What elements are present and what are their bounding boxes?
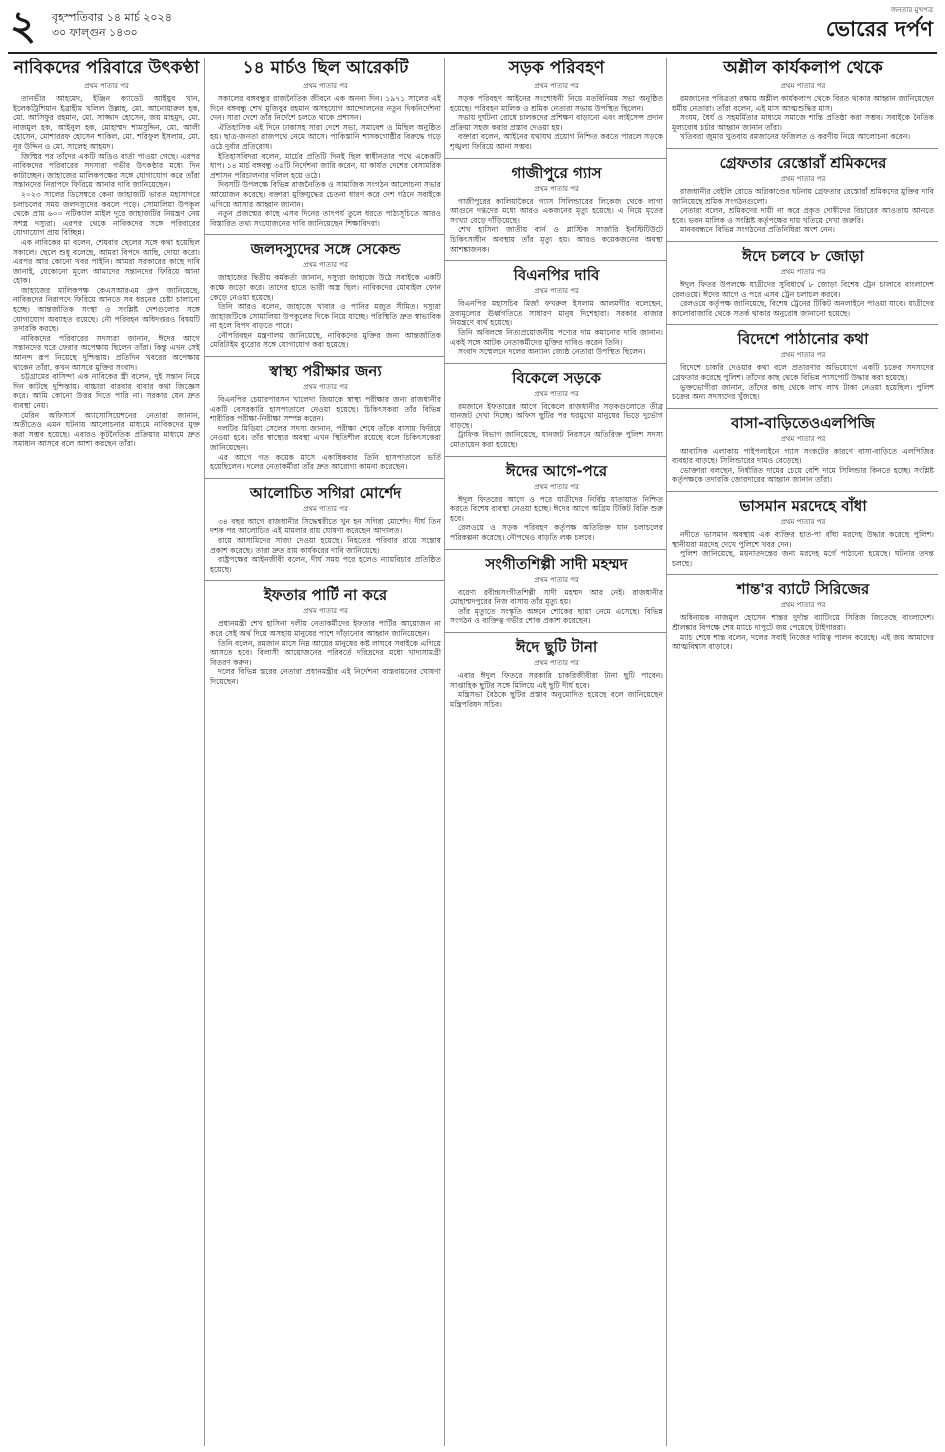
article-paragraph: মানববন্ধনে বিভিন্ন সংগঠনের প্রতিনিধিরা অংশ নেন।	[680, 225, 835, 235]
article	[445, 549, 667, 632]
continued-label: প্রথম পাতার পর	[780, 267, 826, 276]
article	[445, 456, 667, 549]
article-headline[interactable]: গাজীপুরে গ্যাস	[511, 163, 602, 182]
article-paragraph: মেরিন অফিসার্স অ্যাসোসিয়েশনের নেতারা জানান, অতীতেও এমন ঘটনায় আলোচনার মাধ্যমে নাবিকদের মুক্ত করা সম্ভব হয়েছে। এবারও কূটনৈতিক প্রক্রিয়ার মাধ্যমে দ্রুত সমাধান আসবে বলে আশা করছেন তাঁরা।	[13, 410, 200, 449]
article-paragraph: নাবিকদের পরিবারের সদস্যরা জানান, ঈদের আগে সন্তানদের ঘরে ফেরার অপেক্ষায় ছিলেন তাঁরা। কিন্তু এখন সেই আনন্দ রূপ নিয়েছে দুশ্চিন্তায়। প্রতিদিন খবরের অপেক্ষায় থাকেন তাঁরা, কখন আসবে মুক্তির সংবাদ।	[13, 333, 200, 372]
article-headline[interactable]: বিকেলে সড়কে	[512, 368, 601, 387]
article	[445, 363, 667, 456]
continued-label: প্রথম পাতার পর	[534, 184, 579, 193]
article-paragraph: বিএনপির চেয়ারপারসন খালেদা জিয়াকে স্বাস্থ্য পরীক্ষার জন্য রাজধানীর একটি বেসরকারি হাসপাতালে নেওয়া হয়েছে। চিকিৎসকরা তাঁর বিভিন্ন শারীরিক পরীক্ষা-নিরীক্ষা সম্পন্ন করেন।	[210, 395, 441, 424]
article-paragraph: খতিবরা জুমার খুতবায় রমজানের ফজিলত ও করণীয় নিয়ে আলোচনা করেন।	[680, 132, 911, 142]
article-body	[450, 94, 663, 152]
article-body	[672, 280, 934, 318]
article-paragraph: তাঁর মৃত্যুতে সংস্কৃতি অঙ্গনে শোকের ছায়া নেমে এসেছে। বিভিন্ন সংগঠন ও ব্যক্তিত্ব গভীর শোক প্রকাশ করেছেন।	[450, 606, 663, 626]
article	[445, 58, 667, 158]
article	[8, 58, 204, 455]
article-paragraph: দলের বিভিন্ন স্তরের নেতারা প্রধানমন্ত্রীর এই নির্দেশনা বাস্তবায়নের ঘোষণা দিয়েছেন।	[210, 667, 441, 686]
article	[667, 58, 938, 148]
article-body	[450, 495, 663, 543]
article-headline[interactable]: আলোচিত সগিরা মোর্শেদ	[249, 483, 402, 502]
article-body	[672, 94, 934, 142]
continued-label: প্রথম পাতার পর	[534, 82, 579, 90]
article-headline[interactable]: ১৪ মার্চও ছিল আরেকটি	[242, 58, 409, 78]
article-paragraph: শেখ হাসিনা জাতীয় বার্ন ও প্লাস্টিক সার্জারি ইনস্টিটিউটে চিকিৎসাধীন অবস্থায় তাঁর মৃত্যু হয়। আরও কয়েকজনের অবস্থা আশঙ্কাজনক।	[450, 225, 663, 254]
article-paragraph: তানভীর আহমেদ, ইঞ্জিন ক্যাডেট আইয়ুব খান, ইলেকট্রিশিয়ান ইব্রাহীম খলিল উল্লাহ, মো. আনোয়ারুল হক, মো. আসিফুর রহমান, মো. সাজ্জাদ হোসেন, জয় মাহমুদ, মো. নাজমুল হক, আইনুল হক, মোহাম্মদ শামসুদ্দিন, মো. আলী হোসেন, মোশাররফ হোসেন শাকিল, মো. শরিফুল ইসলাম, মো. নূর উদ্দিন ও মো. সালেহ আহমদ।	[13, 94, 200, 151]
article-paragraph: ম্যাচ শেষে শান্ত বলেন, দলের সবাই নিজের দায়িত্ব পালন করেছে। এই জয় আমাদের আত্মবিশ্বাস বাড়াবে।	[672, 632, 934, 652]
article-paragraph: নদীতে ভাসমান অবস্থায় এক ব্যক্তির হাত-পা বাঁধা মরদেহ উদ্ধার করেছে পুলিশ। স্থানীয়রা মরদেহ দেখে পুলিশে খবর দেন।	[672, 530, 934, 549]
article-body	[672, 613, 934, 651]
article	[205, 234, 445, 356]
article-headline[interactable]: নাবিকদের পরিবারে উৎকণ্ঠা	[13, 58, 200, 78]
continued-label: প্রথম পাতার পর	[780, 434, 826, 443]
column-1	[8, 58, 204, 1446]
article-body	[672, 187, 934, 235]
continued-label: প্রথম পাতার পর	[780, 518, 826, 527]
article-paragraph: ২০২৩ সালের ডিসেম্বরে কেনা জাহাজটি ভারত মহাসাগরে চলাচলের সময় জলদস্যুদের কবলে পড়ে। সোমালিয়া উপকূল থেকে প্রায় ৬০০ নটিক্যাল মাইল দূরে জাহাজটির নিয়ন্ত্রণ নেয় সশস্ত্র দস্যুরা। এরপর থেকে নাবিকদের সঙ্গে পরিবারের যোগাযোগ প্রায় বিচ্ছিন্ন।	[13, 189, 200, 238]
article-paragraph: নতুন প্রজন্মের কাছে এসব দিনের তাৎপর্য তুলে ধরতে পাঠ্যসূচিতে আরও বিস্তারিত তথ্য সংযোজনের দাবি জানিয়েছেন শিক্ষাবিদরা।	[210, 209, 441, 228]
date-gregorian: বৃহস্পতিবার ১৪ মার্চ ২০২৪	[52, 11, 172, 24]
article	[667, 491, 938, 574]
article-body	[210, 395, 441, 472]
article-paragraph: ৩৪ বছর আগে রাজধানীর সিদ্ধেশ্বরীতে খুন হন সগিরা মোর্শেদ। দীর্ঘ তিন দশক পর আলোচিত এই মামলার রায় ঘোষণা করেছেন আদালত।	[210, 516, 441, 536]
article-headline[interactable]: ঈদের আগে-পরে	[505, 461, 608, 480]
article-paragraph: মন্ত্রিসভা বৈঠকে ছুটির প্রস্তাব অনুমোদিত হয়েছে বলে জানিয়েছেন মন্ত্রিপরিষদ সচিব।	[450, 690, 663, 709]
article-paragraph: তিনি অবিলম্বে নিত্যপ্রয়োজনীয় পণ্যের দাম কমানোর দাবি জানান। একই সঙ্গে আটক নেতাকর্মীদের মুক্তির দাবিও করেন তিনি।	[450, 327, 663, 347]
continued-label: প্রথম পাতার পর	[534, 287, 579, 296]
article-paragraph: বিদেশে চাকরি দেওয়ার কথা বলে প্রতারণার অভিযোগে একটি চক্রের সদস্যদের গ্রেফতার করেছে পুলিশ। তাঁদের কাছ থেকে বিভিন্ন পাসপোর্ট উদ্ধার করা হয়েছে।	[672, 363, 934, 382]
article-paragraph: রেলওয়ে ও সড়ক পরিবহণ কর্তৃপক্ষ অতিরিক্ত যান চলাচলের পরিকল্পনা করেছে। নৌপথেও বাড়তি লঞ্চ চলবে।	[450, 523, 663, 543]
article-body	[672, 363, 934, 401]
article-headline[interactable]: স্বাস্থ্য পরীক্ষার জন্য	[269, 362, 382, 381]
article-paragraph: ট্রাফিক বিভাগ জানিয়েছে, যানজট নিরসনে অতিরিক্ত পুলিশ সদস্য মোতায়েন করা হয়েছে।	[450, 430, 663, 450]
article-paragraph: সকালের বঙ্গবন্ধুর রাজনৈতিক জীবনে এক অনন্য দিন। ১৯৭১ সালের এই দিনে বঙ্গবন্ধু শেখ মুজিবুর রহমান অসহযোগ আন্দোলনের নতুন দিকনির্দেশনা দেন। সারা দেশে তাঁর নির্দেশে চলতে থাকে প্রশাসন।	[210, 94, 441, 123]
article-headline[interactable]: ঈদে চলবে ৮ জোড়া	[742, 246, 864, 265]
article-paragraph: পুলিশ জানিয়েছে, ময়নাতদন্তের জন্য মরদেহ মর্গে পাঠানো হয়েছে। ঘটনার তদন্ত চলছে।	[672, 549, 934, 568]
article-paragraph: প্রধানমন্ত্রী শেখ হাসিনা দলীয় নেতাকর্মীদের ইফতার পার্টির আয়োজন না করে সেই অর্থ দিয়ে অসহায় মানুষের পাশে দাঁড়ানোর আহ্বান জানিয়েছেন।	[210, 619, 441, 638]
continued-label: প্রথম পাতার পর	[303, 261, 348, 270]
article-body	[13, 94, 200, 449]
article	[205, 580, 445, 692]
article-paragraph: সভায় দুর্ঘটনা রোধে চালকদের প্রশিক্ষণ বাড়ানো এবং লাইসেন্স প্রদান প্রক্রিয়া সহজ করার প্রস্তাব দেওয়া হয়।	[450, 113, 663, 132]
article-paragraph: জাহাজের দ্বিতীয় কর্মকর্তা জানান, দস্যুরা জাহাজে উঠে সবাইকে একটি কক্ষে জড়ো করে। তাদের হাতে ভারী অস্ত্র ছিল। নাবিকদের মোবাইল ফোন কেড়ে নেওয়া হয়েছে।	[210, 273, 441, 302]
article-headline[interactable]: বিদেশে পাঠানোর কথা	[737, 330, 869, 349]
article-paragraph: রেলওয়ে কর্তৃপক্ষ জানিয়েছে, বিশেষ ট্রেনের টিকিট অনলাইনে পাওয়া যাবে। যাত্রীদের কালোবাজারি থেকে সতর্ক থাকার অনুরোধ জানানো হয়েছে।	[672, 299, 934, 318]
masthead-rule	[8, 52, 937, 54]
article	[205, 58, 445, 234]
article	[667, 324, 938, 407]
article	[445, 632, 667, 715]
article-paragraph: গাজীপুরের কালিয়াকৈরে গ্যাস সিলিন্ডারের লিকেজ থেকে লাগা আগুনে দগ্ধদের মধ্যে আরও একজনের মৃত্যু হয়েছে। এ নিয়ে মৃতের সংখ্যা বেড়ে দাঁড়িয়েছে।	[450, 196, 663, 225]
article-headline[interactable]: বিএনপির দাবি	[513, 266, 600, 285]
article	[667, 241, 938, 324]
continued-label: প্রথম পাতার পর	[780, 82, 826, 90]
article	[667, 148, 938, 241]
article-body	[450, 671, 663, 709]
article-body	[210, 273, 441, 350]
article	[205, 478, 445, 581]
article-paragraph: রমজানের পবিত্রতা রক্ষায় অশ্লীল কার্যকলাপ থেকে বিরত থাকার আহ্বান জানিয়েছেন ধর্মীয় নেতারা। তাঁরা বলেন, এই মাস আত্মশুদ্ধির মাস।	[672, 94, 934, 113]
article	[445, 158, 667, 261]
article-body	[210, 619, 441, 686]
article-paragraph: জাহাজের মালিকপক্ষ কেএসআরএম গ্রুপ জানিয়েছে, নাবিকদের নিরাপদে ফিরিয়ে আনতে সব ধরনের চেষ্টা চালানো হচ্ছে। আন্তর্জাতিক সংস্থা ও সংশ্লিষ্ট দেশগুলোর সঙ্গে যোগাযোগ অব্যাহত রয়েছে। নৌ পরিবহন অধিদপ্তরও বিষয়টি তদারকি করছে।	[13, 285, 200, 334]
article-paragraph: ঈদুল ফিতরের আগে ও পরে যাত্রীদের নির্বিঘ্ন যাতায়াত নিশ্চিত করতে বিশেষ ব্যবস্থা নেওয়া হচ্ছে। ঈদের আগে অগ্রিম টিকিট বিক্রি শুরু হবে।	[450, 494, 663, 523]
continued-label: প্রথম পাতার পর	[534, 659, 579, 667]
continued-label: প্রথম পাতার পর	[303, 607, 348, 616]
brand-name: ভোরের দর্পণ	[825, 17, 933, 41]
article	[667, 408, 938, 491]
article	[445, 260, 667, 363]
article-paragraph: দলটির মিডিয়া সেলের সদস্য জানান, পরীক্ষা শেষে তাঁকে বাসায় ফিরিয়ে নেওয়া হবে। তাঁর স্বাস্থ্যের অবস্থা এখন স্থিতিশীল রয়েছে বলে চিকিৎসকেরা জানিয়েছেন।	[210, 423, 441, 453]
article-paragraph: তিনি আরও বলেন, জাহাজে খাবার ও পানির মজুত সীমিত। দস্যুরা জাহাজটিকে সোমালিয়া উপকূলের দিকে নিয়ে যাচ্ছে। পরিস্থিতি দ্রুত স্বাভাবিক না হলে বিপদ বাড়তে পারে।	[210, 302, 441, 331]
continued-label: প্রথম পাতার পর	[84, 82, 129, 90]
article-headline[interactable]: ইফতার পার্টি না করে	[263, 586, 388, 605]
article-body	[210, 94, 441, 228]
continued-label: প্রথম পাতার পর	[780, 351, 826, 360]
continued-label: প্রথম পাতার পর	[303, 82, 348, 90]
continued-label: প্রথম পাতার পর	[303, 504, 348, 513]
article-paragraph: সংযম, ধৈর্য ও সহমর্মিতার মাধ্যমে সমাজে শান্তি প্রতিষ্ঠা করা সম্ভব। সবাইকে নৈতিক মূল্যবোধ চর্চার আহ্বান জানান তাঁরা।	[672, 113, 934, 132]
masthead	[8, 4, 937, 48]
article-paragraph: আবাসিক এলাকায় পাইপলাইনে গ্যাস সংকটের কারণে বাসা-বাড়িতে এলপিজির ব্যবহার বাড়ছে। সিলিন্ডারের দামও বেড়েছে।	[672, 446, 934, 466]
continued-label: প্রথম পাতার পর	[534, 575, 579, 584]
date-line	[52, 10, 172, 40]
article-paragraph: রমজানে ইফতারের আগে বিকেলে রাজধানীর সড়কগুলোতে তীব্র যানজট দেখা দিচ্ছে। অফিস ছুটির পর ঘরমুখো মানুষের ভিড়ে দুর্ভোগ বাড়ছে।	[450, 401, 663, 430]
article-paragraph: সংবাদ সম্মেলনে দলের অন্যান্য জ্যেষ্ঠ নেতারা উপস্থিত ছিলেন।	[458, 347, 646, 357]
article-paragraph: চট্টগ্রামের বাসিন্দা এক নাবিকের স্ত্রী বলেন, দুই সন্তান নিয়ে দিন কাটছে দুশ্চিন্তায়। বাচ্চারা বারবার বাবার কথা জিজ্ঞেস করে। আমি কোনো উত্তর দিতে পারি না। সরকার যেন দ্রুত ব্যবস্থা নেয়।	[13, 372, 200, 410]
article-paragraph: রায়ে আসামিদের সাজা দেওয়া হয়েছে। নিহতের পরিবার রায়ে সন্তোষ প্রকাশ করেছে। তারা দ্রুত রায় কার্যকরের দাবি জানিয়েছে।	[210, 536, 441, 555]
column-3	[444, 58, 667, 1446]
article-headline[interactable]: শান্ত'র ব্যাটে সিরিজের	[736, 580, 870, 599]
brand-tagline: জনতার মুখপত্র	[890, 6, 933, 14]
article-paragraph: জিম্মির পর তাঁদের একটি অডিও বার্তা পাওয়া গেছে। এরপর নাবিকদের পরিবারের সদস্যরা গভীর উৎকণ্ঠার মধ্যে দিন কাটাচ্ছেন। জাহাজের মালিকপক্ষের সঙ্গে যোগাযোগ করে তাঁরা সন্তানদের নিরাপদে ফিরিয়ে আনার দাবি জানিয়েছেন।	[13, 151, 200, 190]
article-headline[interactable]: জলদস্যুদের সঙ্গে সেকেন্ড	[250, 240, 401, 259]
article-paragraph: এক নাবিকের মা বলেন, শেষবার ছেলের সঙ্গে কথা হয়েছিল সকালে। ছেলে শুধু বলেছে, আমরা বিপদে আছি, দোয়া করো। এরপর আর কোনো খবর পাইনি। আমরা সরকারের কাছে দাবি জানাই, যেকোনো মূল্যে আমাদের সন্তানদের ফিরিয়ে আনা হোক।	[13, 237, 200, 286]
article-paragraph: বরেণ্য রবীন্দ্রসংগীতশিল্পী সাদী মহম্মদ আর নেই। রাজধানীর মোহাম্মদপুরের নিজ বাসায় তাঁর মৃত্যু হয়।	[450, 587, 663, 607]
article-headline[interactable]: বাসা-বাড়িতেওএলপিজি	[731, 413, 875, 432]
article-grid	[8, 58, 937, 1446]
article-headline[interactable]: গ্রেফতার রেস্তোরাঁ শ্রমিকদের	[719, 153, 887, 172]
continued-label: প্রথম পাতার পর	[534, 482, 579, 491]
article-paragraph: ভোক্তারা বলছেন, নির্ধারিত দামের চেয়ে বেশি দামে সিলিন্ডার কিনতে হচ্ছে। সংশ্লিষ্ট কর্তৃপক্ষকে তদারকি জোরদারের আহ্বান জানান তাঁরা।	[672, 465, 934, 485]
article-paragraph: নৌপরিবহন মন্ত্রণালয় জানিয়েছে, নাবিকদের মুক্তির জন্য আন্তর্জাতিক মেরিটাইম ব্যুরোর সঙ্গে যোগাযোগ করা হয়েছে।	[210, 330, 441, 350]
article-paragraph: রাজধানীর বেইলি রোডে অগ্নিকাণ্ডের ঘটনায় গ্রেফতার রেস্তোরাঁ শ্রমিকদের মুক্তির দাবি জানিয়েছে শ্রমিক সংগঠনগুলো।	[672, 186, 934, 206]
article-body	[672, 530, 934, 568]
article-body	[450, 588, 663, 626]
article	[205, 356, 445, 478]
continued-label: প্রথম পাতার পর	[780, 174, 826, 183]
article-paragraph: ঈদুল ফিতর উপলক্ষে যাত্রীদের সুবিধার্থে ৮ জোড়া বিশেষ ট্রেন চালাবে বাংলাদেশ রেলওয়ে। ঈদের আগে ও পরে এসব ট্রেন চলাচল করবে।	[672, 279, 934, 299]
article-body	[450, 197, 663, 255]
article-paragraph: ইতিহাসবিদরা বলেন, মার্চের প্রতিটি দিনই ছিল স্বাধীনতার পথে একেকটি ধাপ। ১৪ মার্চ বঙ্গবন্ধু ৩৫টি নির্দেশনা জারি করেন, যা কার্যত দেশের বেসামরিক প্রশাসন পরিচালনার দলিল হয়ে ওঠে।	[210, 151, 441, 180]
article-paragraph: এবার ঈদুল ফিতরে সরকারি চাকরিজীবীরা টানা ছুটি পাবেন। সাপ্তাহিক ছুটির সঙ্গে মিলিয়ে এই ছুটি দীর্ঘ হবে।	[450, 671, 663, 690]
article-body	[210, 517, 441, 575]
article-paragraph: ভুক্তভোগীরা জানান, তাঁদের কাছ থেকে লাখ লাখ টাকা নেওয়া হয়েছিল। পুলিশ চক্রের অন্য সদস্যদের খুঁজছে।	[672, 382, 934, 402]
article-paragraph: তিনি বলেন, রমজান মাসে নিম্ন আয়ের মানুষের কষ্ট লাঘবে সবাইকে এগিয়ে আসতে হবে। বিলাসী আয়োজনের পরিবর্তে দরিদ্রদের মধ্যে খাদ্যসামগ্রী বিতরণ করুন।	[210, 638, 441, 667]
brand	[826, 4, 933, 42]
article-paragraph: এর আগে গত কয়েক মাসে একাধিকবার তিনি হাসপাতালে ভর্তি হয়েছিলেন। দলের নেতাকর্মীরা তাঁর দ্রুত আরোগ্য কামনা করেছেন।	[210, 452, 441, 472]
date-bangla: ৩০ ফাল্গুন ১৪৩০	[52, 26, 138, 39]
article-paragraph: ঐতিহাসিক এই দিনে ঢাকাসহ সারা দেশে সভা, সমাবেশ ও মিছিল অনুষ্ঠিত হয়। ছাত্র-জনতা রাজপথে নেমে আসে। পাকিস্তানি শাসকগোষ্ঠীর বিরুদ্ধে গড়ে ওঠে দুর্বার প্রতিরোধ।	[210, 122, 441, 151]
article-paragraph: অধিনায়ক নাজমুল হোসেন শান্তর দুর্দান্ত ব্যাটিংয়ে সিরিজ জিতেছে বাংলাদেশ। শ্রীলঙ্কার বিপক্ষে শেষ ম্যাচে দাপুটে জয় পেয়েছে টাইগাররা।	[672, 613, 934, 633]
article-headline[interactable]: অশ্লীল কার্যকলাপ থেকে	[723, 58, 883, 78]
column-2	[204, 58, 445, 1446]
article-body	[450, 402, 663, 450]
article-headline[interactable]: ভাসমান মরদেহে বাঁধা	[739, 497, 867, 516]
article-body	[672, 447, 934, 485]
article-paragraph: দিবসটি উপলক্ষে বিভিন্ন রাজনৈতিক ও সামাজিক সংগঠন আলোচনা সভার আয়োজন করেছে। বক্তারা মুক্তিযুদ্ধের চেতনা ধারণ করে দেশ গঠনে সবাইকে এগিয়ে আসার আহ্বান জানান।	[210, 180, 441, 209]
article-body	[450, 299, 663, 357]
article-paragraph: সড়ক পরিবহণ আইনের সংশোধনী নিয়ে মতবিনিময় সভা অনুষ্ঠিত হয়েছে। পরিবহন মালিক ও শ্রমিক নেতারা সভায় উপস্থিত ছিলেন।	[450, 94, 663, 113]
article-paragraph: নেতারা বলেন, শ্রমিকদের দায়ী না করে প্রকৃত দোষীদের বিচারের আওতায় আনতে হবে। ভবন মালিক ও সংশ্লিষ্ট কর্তৃপক্ষের দায় খতিয়ে দেখা জরুরি।	[672, 206, 934, 225]
page-number: ২	[10, 3, 37, 49]
continued-label: প্রথম পাতার পর	[534, 389, 579, 398]
article-headline[interactable]: ঈদে ছুটি টানা	[515, 638, 598, 656]
article-paragraph: বিএনপির মহাসচিব মির্জা ফখরুল ইসলাম আলমগীর বলেছেন, দ্রব্যমূল্যের ঊর্ধ্বগতিতে সাধারণ মানুষ দিশেহারা। সরকার বাজার নিয়ন্ত্রণে ব্যর্থ হয়েছে।	[450, 299, 663, 328]
continued-label: প্রথম পাতার পর	[303, 383, 348, 392]
article	[667, 574, 938, 657]
article-paragraph: বক্তারা বলেন, আইনের যথাযথ প্রয়োগ নিশ্চিত করতে পারলে সড়কে শৃঙ্খলা ফিরিয়ে আনা সম্ভব।	[450, 132, 663, 151]
continued-label: প্রথম পাতার পর	[780, 601, 826, 610]
column-4	[666, 58, 938, 1446]
article-headline[interactable]: সংগীতশিল্পী সাদী মহম্মদ	[485, 554, 628, 573]
article-headline[interactable]: সড়ক পরিবহণ	[508, 58, 605, 78]
article-paragraph: রাষ্ট্রপক্ষের আইনজীবী বলেন, দীর্ঘ সময় পরে হলেও ন্যায়বিচার প্রতিষ্ঠিত হয়েছে।	[210, 555, 441, 574]
